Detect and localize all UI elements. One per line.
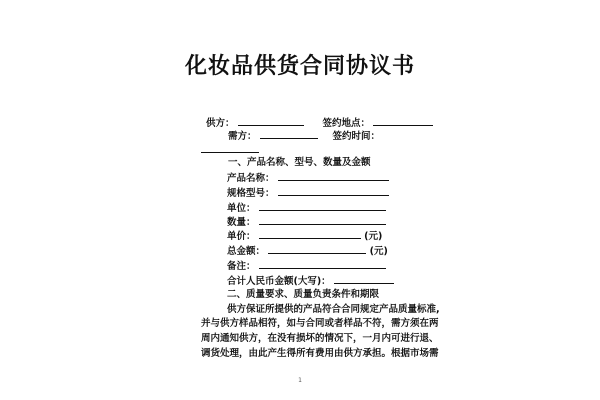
supplier-row — [206, 116, 433, 130]
remarks-blank[interactable] — [259, 259, 386, 269]
paragraph-line: 供方保证所提供的产品符合合同规定产品质量标准, — [227, 304, 440, 315]
paragraph-line: 调货处理，由此产生得所有费用由供方承担。根据市场需 — [201, 348, 439, 359]
unit-blank[interactable] — [259, 201, 386, 211]
quantity-row — [227, 215, 386, 229]
section2-heading: 二、质量要求、质量负责条件和期限 — [227, 289, 380, 300]
product-name-label: 产品名称： — [227, 173, 275, 184]
sign-time-blank[interactable] — [201, 143, 259, 153]
total-label: 总金额： — [227, 246, 266, 257]
spec-row — [227, 186, 389, 200]
sign-time-label: 签约时间： — [332, 131, 380, 142]
buyer-blank[interactable] — [260, 129, 318, 139]
unit-row — [227, 201, 386, 215]
rmb-total-row — [227, 274, 394, 288]
quantity-label: 数量： — [227, 217, 256, 228]
buyer-label: 需方： — [228, 131, 257, 142]
unit-price-label: 单价： — [227, 231, 256, 242]
page-number: 1 — [298, 377, 302, 384]
product-name-row — [227, 171, 389, 185]
section1-heading: 一、产品名称、型号、数量及金额 — [228, 157, 371, 168]
spec-blank[interactable] — [278, 186, 389, 196]
paragraph-line: 周内通知供方，在没有损坏的情况下，一月内可进行退、 — [201, 333, 439, 344]
document-title: 化妆品供货合同协议书 — [184, 54, 415, 79]
supplier-label: 供方： — [206, 118, 235, 129]
total-yuan: (元) — [369, 246, 388, 257]
rmb-total-blank[interactable] — [334, 274, 394, 284]
sign-time-row — [201, 143, 259, 157]
buyer-row — [228, 129, 380, 143]
total-blank[interactable] — [268, 244, 366, 254]
rmb-total-label: 合计人民币金额(大写)： — [227, 276, 331, 287]
total-row — [227, 244, 388, 258]
spec-label: 规格型号： — [227, 188, 275, 199]
unit-price-yuan: (元) — [364, 231, 383, 242]
unit-price-row — [227, 229, 382, 243]
remarks-label: 备注： — [227, 261, 256, 272]
unit-label: 单位： — [227, 203, 256, 214]
unit-price-blank[interactable] — [259, 229, 361, 239]
paragraph-line: 并与供方样品相符，如与合同或者样品不符，需方须在两 — [201, 318, 439, 329]
sign-place-blank[interactable] — [373, 116, 433, 126]
sign-place-label: 签约地点： — [322, 118, 370, 129]
supplier-blank[interactable] — [238, 116, 304, 126]
quantity-blank[interactable] — [259, 215, 386, 225]
remarks-row — [227, 259, 386, 273]
product-name-blank[interactable] — [278, 171, 389, 181]
